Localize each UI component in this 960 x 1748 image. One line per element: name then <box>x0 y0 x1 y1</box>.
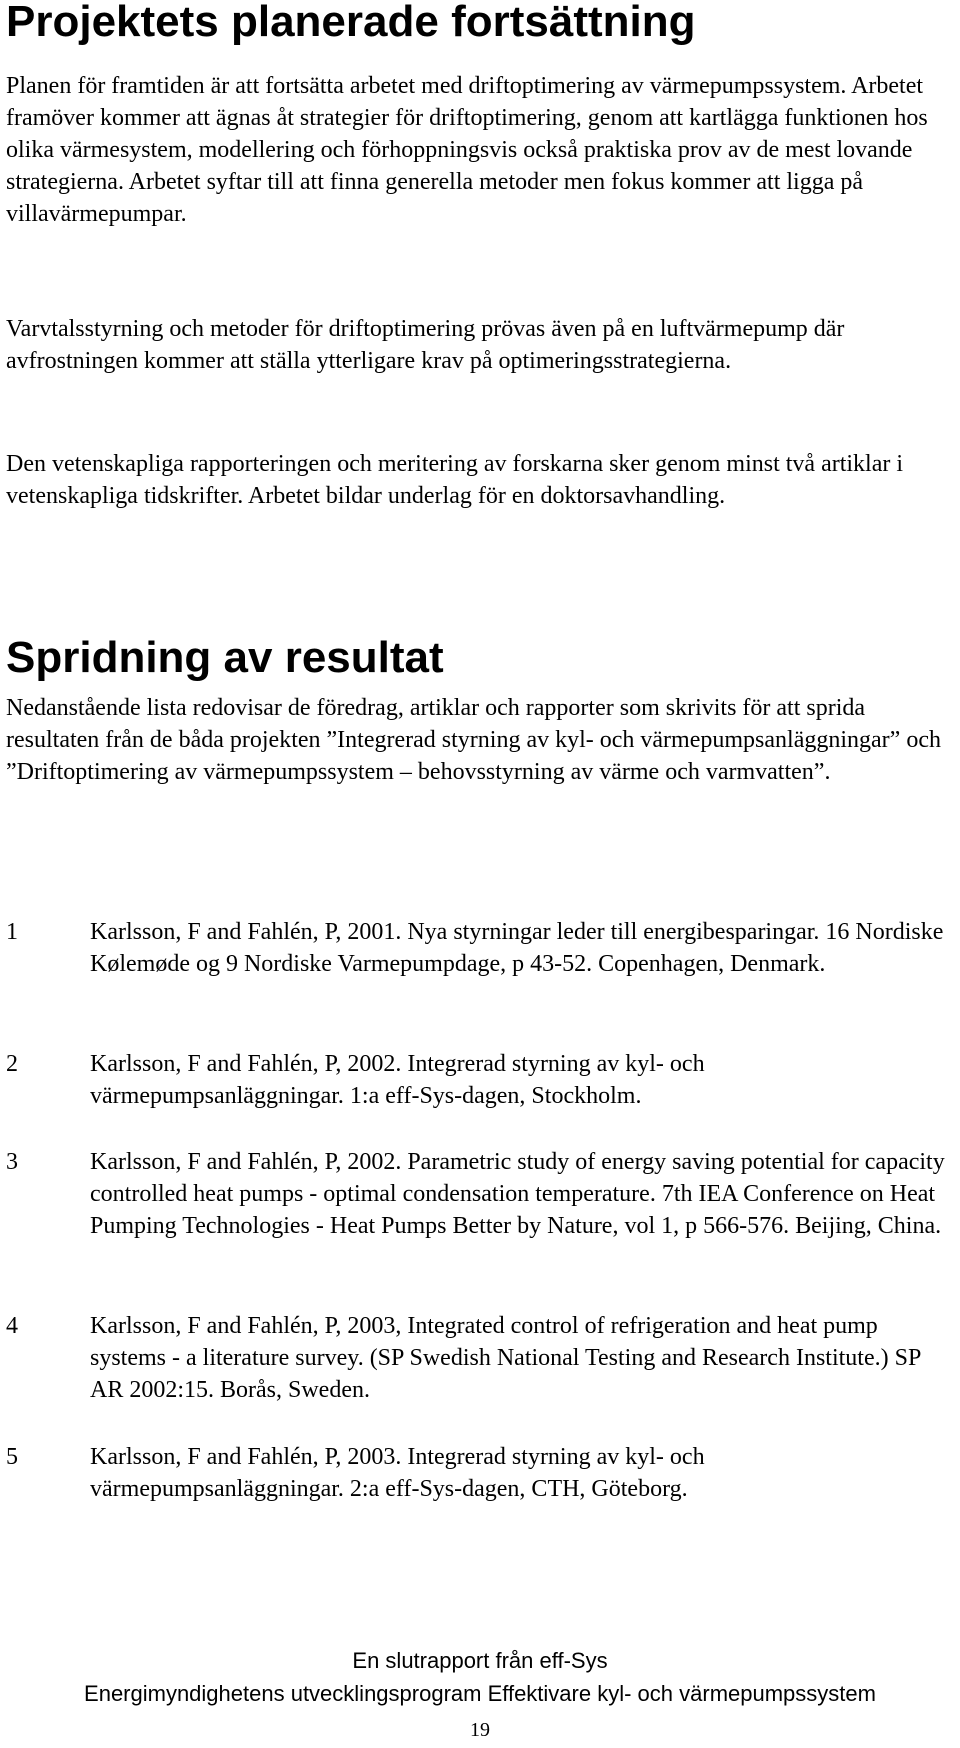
paragraph: Varvtalsstyrning och metoder för driftoptimering prövas även på en luftvärmepump där avfrostningen kommer att ställa ytterligare krav på optimeringsstrategierna. <box>6 316 845 374</box>
paragraph-intro: Nedanstående lista redovisar de föredrag, artiklar och rapporter som skrivits för att sprida resultaten från de båda projekten ”Integrerad styrning av kyl- och värmepumpsanläggningar” och ”Driftoptimering av värmepumpssystem – behovsstyrning av värme och varmvatten”. <box>6 695 941 785</box>
reference-number: 1 <box>6 919 18 945</box>
reference-number: 3 <box>6 1149 18 1175</box>
footer-line-report: En slutrapport från eff-Sys <box>352 1648 608 1673</box>
reference-number: 2 <box>6 1051 18 1077</box>
section-heading-dissemination: Spridning av resultat <box>6 633 444 682</box>
reference-number: 5 <box>6 1444 18 1470</box>
footer-line-program: Energimyndighetens utvecklingsprogram Effektivare kyl- och värmepumpssystem <box>84 1681 876 1706</box>
paragraph: Den vetenskapliga rapporteringen och meritering av forskarna sker genom minst två artiklar i vetenskapliga tidskrifter. Arbetet bildar underlag för en doktorsavhandling. <box>6 451 904 509</box>
reference-text: Karlsson, F and Fahlén, P, 2002. Parametric study of energy saving potential for capacity controlled heat pumps - optimal condensation temperature. 7th IEA Conference on Heat Pumping Technologies - Heat Pumps Better by Nature, vol 1, p 566-576. Beijing, China. <box>90 1149 945 1239</box>
reference-text: Karlsson, F and Fahlén, P, 2003, Integrated control of refrigeration and heat pump systems - a literature survey. (SP Swedish National Testing and Research Institute.) SP AR 2002:15. Borås, Sweden. <box>90 1313 921 1403</box>
paragraph: Planen för framtiden är att fortsätta arbetet med driftoptimering av värmepumpssystem. Arbetet framöver kommer att ägnas åt strategier för driftoptimering, genom att kartlägga funktionen hos olika värmesystem, modellering och förhoppningsvis också praktiska prov av de mest lovande strategierna. Arbetet syftar till att finna generella metoder men fokus kommer att ligga på villavärmepumpar. <box>6 73 928 227</box>
reference-text: Karlsson, F and Fahlén, P, 2003. Integrerad styrning av kyl- och värmepumpsanläggningar. 2:a eff-Sys-dagen, CTH, Göteborg. <box>90 1444 705 1502</box>
reference-text: Karlsson, F and Fahlén, P, 2002. Integrerad styrning av kyl- och värmepumpsanläggningar. 1:a eff-Sys-dagen, Stockholm. <box>90 1051 705 1109</box>
section-heading-planned-continuation: Projektets planerade fortsättning <box>6 0 696 46</box>
page-number: 19 <box>470 1719 490 1741</box>
reference-number: 4 <box>6 1313 18 1339</box>
reference-text: Karlsson, F and Fahlén, P, 2001. Nya styrningar leder till energibesparingar. 16 Nordiske Kølemøde og 9 Nordiske Varmepumpdage, p 43-52. Copenhagen, Denmark. <box>90 919 944 977</box>
